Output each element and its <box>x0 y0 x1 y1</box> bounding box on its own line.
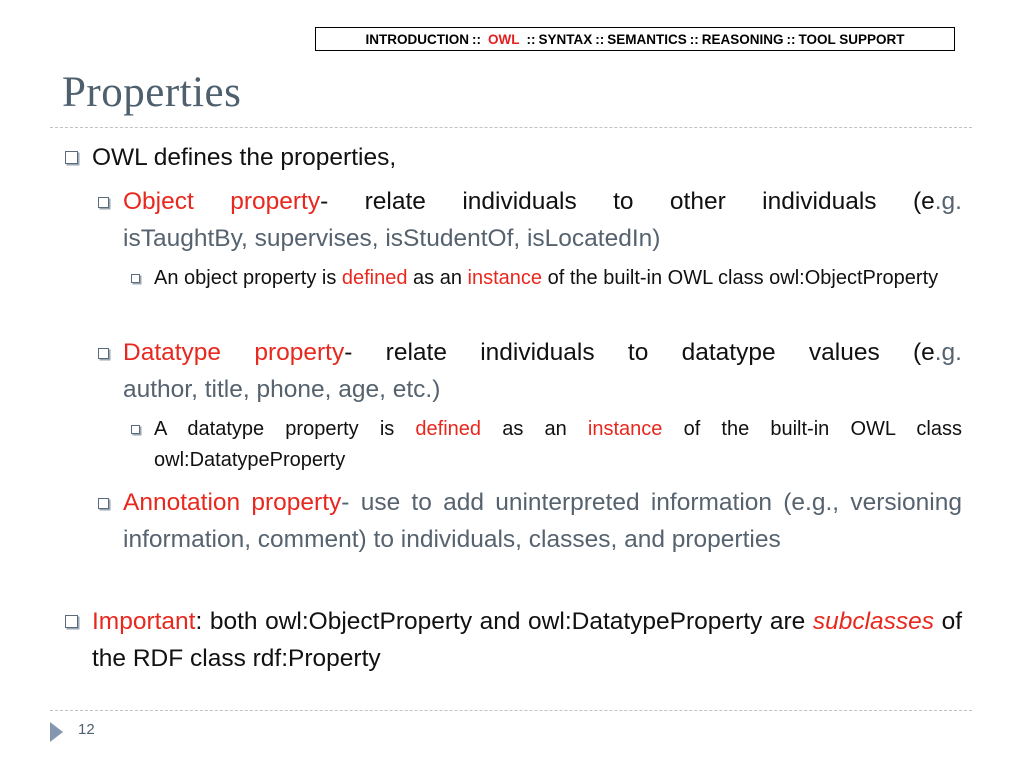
term-defined: defined <box>415 418 482 440</box>
nav-separator: :: <box>471 31 481 47</box>
square-bullet-icon <box>131 425 140 434</box>
square-bullet-icon <box>98 348 109 359</box>
nav-introduction: INTRODUCTION <box>365 31 469 47</box>
term-datatype-property: Datatype property <box>123 339 345 366</box>
term-annotation-property: Annotation property <box>123 489 342 516</box>
bullet-datatype-property-definition: A datatype property is defined as an instance of the built-in OWL class owl:DatatypeProperty <box>154 414 962 476</box>
term-instance: instance <box>587 418 663 440</box>
nav-separator: :: <box>786 31 796 47</box>
nav-reasoning: REASONING <box>701 31 784 47</box>
square-bullet-icon <box>65 151 78 164</box>
term-important: Important <box>92 608 196 635</box>
slide-title: Properties <box>62 69 242 116</box>
bullet-owl-defines: OWL defines the properties, <box>92 139 962 176</box>
nav-syntax: SYNTAX <box>538 31 593 47</box>
nav-owl-current: OWL <box>487 31 520 47</box>
nav-semantics: SEMANTICS <box>607 31 687 47</box>
nav-separator: :: <box>595 31 605 47</box>
footer-divider <box>50 710 972 711</box>
bullet-object-property: Object property- relate individuals to other individuals (e.g. isTaughtBy, supervises, isStudentOf, isLocatedIn) <box>123 183 962 257</box>
nav-separator: :: <box>689 31 699 47</box>
square-bullet-icon <box>131 274 140 283</box>
square-bullet-icon <box>98 197 109 208</box>
square-bullet-icon <box>98 498 109 509</box>
term-defined: defined <box>341 267 408 289</box>
bullet-annotation-property: Annotation property- use to add uninterpreted information (e.g., versioning information, comment) to individuals, classes, and properties <box>123 484 962 558</box>
bullet-important: Important: both owl:ObjectProperty and owl:DatatypeProperty are subclasses of the RDF class rdf:Property <box>92 603 962 677</box>
bullet-datatype-property: Datatype property- relate individuals to datatype values (e.g. author, title, phone, age, etc.) <box>123 334 962 408</box>
term-instance: instance <box>467 267 543 289</box>
square-bullet-icon <box>65 615 78 628</box>
play-arrow-icon <box>50 722 63 742</box>
term-object-property: Object property <box>123 188 321 215</box>
term-subclasses: subclasses <box>812 608 935 635</box>
page-number: 12 <box>78 721 95 738</box>
nav-separator: :: <box>526 31 536 47</box>
bullet-object-property-definition: An object property is defined as an instance of the built-in OWL class owl:ObjectProperty <box>154 263 962 294</box>
nav-tool-support: TOOL SUPPORT <box>798 31 905 47</box>
